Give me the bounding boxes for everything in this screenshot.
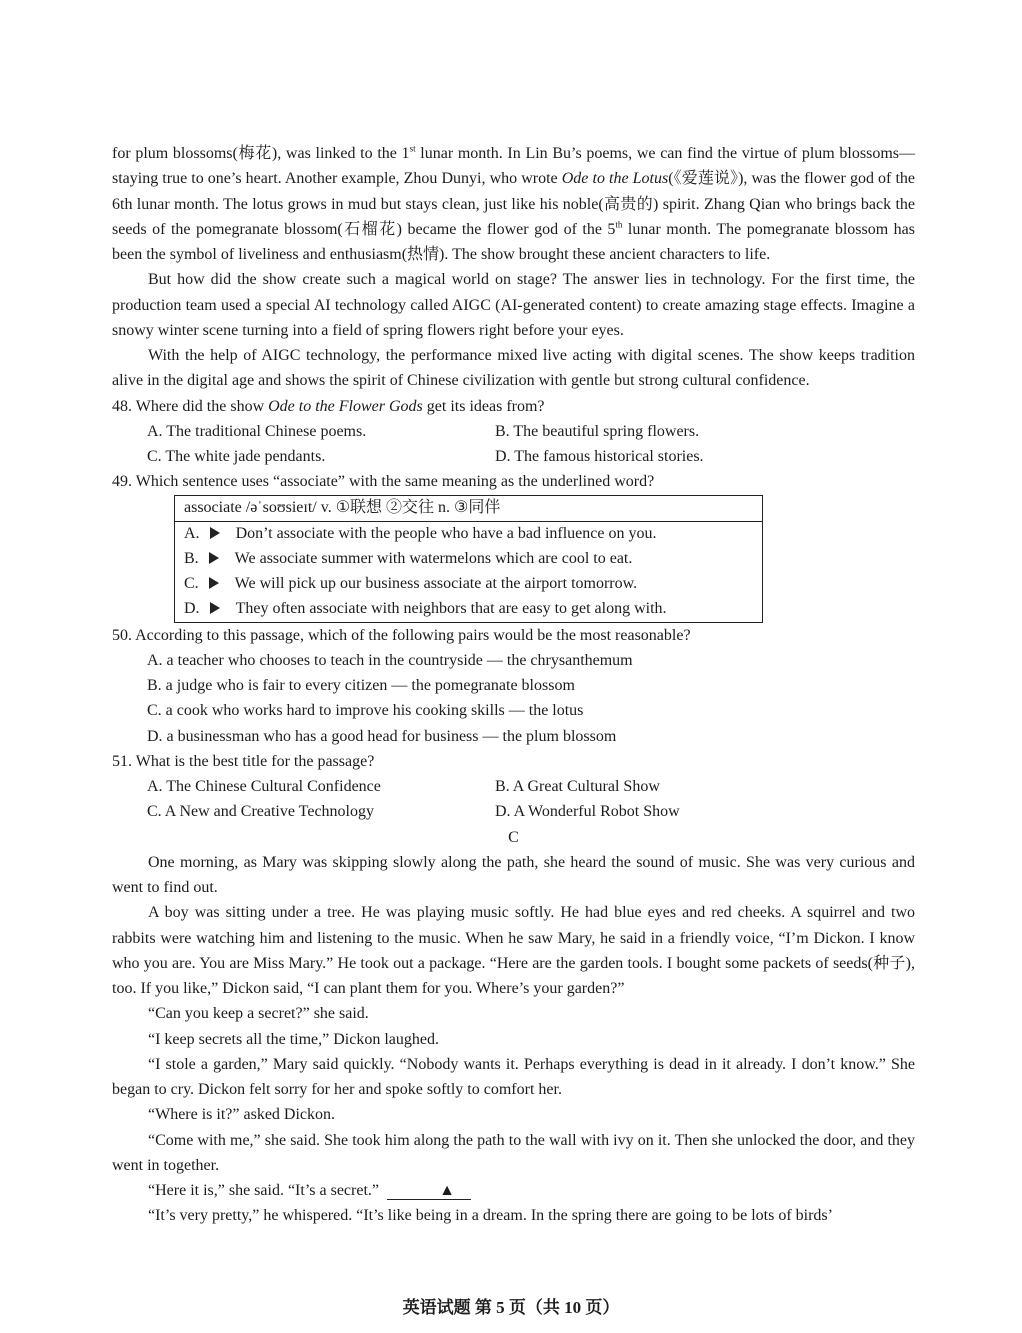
passage-paragraph: “I stole a garden,” Mary said quickly. “Nobody wants it. Perhaps everything is dead in it already. I don’t know.” She began to cry. Dickon felt sorry for her and spoke softly to comfort her. <box>112 1055 915 1098</box>
option-c[interactable] <box>175 572 763 597</box>
answer-blank[interactable]: ▲ <box>387 1183 471 1200</box>
option-text: Don’t associate with the people who have a bad influence on you. <box>235 525 657 542</box>
question-49-stem: 49. Which sentence uses “associate” with the same meaning as the underlined word? <box>112 473 655 491</box>
triangle-right-icon <box>209 552 219 564</box>
passage-paragraph <box>112 141 915 267</box>
option-a[interactable]: A. The traditional Chinese poems. <box>147 422 367 440</box>
passage-paragraph: “Can you keep a secret?” she said. <box>148 1005 369 1023</box>
text: get its ideas from? <box>422 397 545 415</box>
option-b[interactable]: B. The beautiful spring flowers. <box>495 422 700 440</box>
option-letter: D. <box>184 600 200 617</box>
text: for plum blossoms(梅花), was linked to the 1 <box>112 145 410 162</box>
text: “Here it is,” she said. “It’s a secret.” <box>148 1182 380 1199</box>
section-heading: C <box>508 828 519 846</box>
passage-paragraph: One morning, as Mary was skipping slowly along the path, she heard the sound of music. She was very curious and went to find out. <box>112 853 915 896</box>
option-letter: A. <box>184 525 200 542</box>
question-48-stem <box>112 394 915 419</box>
passage-paragraph: “It’s very pretty,” he whispered. “It’s like being in a dream. In the spring there are going to be lots of birds’ <box>148 1207 833 1225</box>
question-51-stem: 51. What is the best title for the passage? <box>112 752 375 770</box>
option-d[interactable]: D. a businessman who has a good head for business — the plum blossom <box>147 727 617 745</box>
text: (《爱莲说》), was the flower god of the 6th lunar month. The lotus grows in mud but stays clean, just like his noble(高贵的) spirit. Zhang Qian who brings back the seeds of the pomegranate blossom(石榴花) became the flower god of the 5 <box>112 170 915 238</box>
option-a[interactable] <box>175 521 763 547</box>
option-letter: B. <box>184 550 199 567</box>
option-c[interactable]: C. A New and Creative Technology <box>147 803 374 821</box>
option-text: We associate summer with watermelons which are cool to eat. <box>234 550 633 567</box>
option-text: They often associate with neighbors that are easy to get along with. <box>235 600 667 617</box>
passage-paragraph: “Where is it?” asked Dickon. <box>148 1106 336 1124</box>
text: lunar month. In Lin Bu’s poems, we can find the virtue of plum blossoms—staying true to one’s heart. Another example, Zhou Dunyi, who wrote <box>112 145 915 188</box>
option-text: We will pick up our business associate at the airport tomorrow. <box>234 575 638 592</box>
superscript: st <box>409 143 416 154</box>
triangle-right-icon <box>209 577 219 589</box>
page-footer: 英语试题 第 5 页（共 10 页） <box>402 1298 620 1317</box>
dictionary-box <box>174 495 763 623</box>
exam-page <box>112 141 915 1229</box>
passage-paragraph: A boy was sitting under a tree. He was playing music softly. He had blue eyes and red cheeks. A squirrel and two rabbits were watching him and listening to the music. When he saw Mary, he said in a friendly voice, “I’m Dickon. I know who you are. You are Miss Mary.” He took out a package. “Here are the garden tools. I bought some packets of seeds(种子), too. If you like,” Dickon said, “I can plant them for you. Where’s your garden?” <box>112 904 915 997</box>
text: 48. Where did the show <box>112 397 269 415</box>
option-d[interactable] <box>175 597 763 623</box>
title-italic: Ode to the Flower Gods <box>268 397 423 415</box>
text: lunar month. The pomegranate blossom has been the symbol of liveliness and enthusiasm(热情). The show brought these ancient characters to life. <box>112 220 915 263</box>
option-c[interactable]: C. The white jade pendants. <box>147 448 326 465</box>
superscript: th <box>615 219 623 230</box>
option-c[interactable]: C. a cook who works hard to improve his cooking skills — the lotus <box>147 702 584 720</box>
passage-paragraph: “I keep secrets all the time,” Dickon laughed. <box>148 1030 439 1048</box>
title-italic: Ode to the Lotus <box>561 170 669 188</box>
option-b[interactable]: B. a judge who is fair to every citizen — the pomegranate blossom <box>147 677 575 694</box>
passage-paragraph <box>112 1178 915 1203</box>
option-b[interactable] <box>175 547 763 572</box>
option-b[interactable]: B. A Great Cultural Show <box>495 778 660 795</box>
dictionary-entry: associate /əˈsoʊsieɪt/ v. ①联想 ②交往 n. ③同伴 <box>175 495 763 521</box>
triangle-right-icon <box>210 602 220 614</box>
option-letter: C. <box>184 575 199 592</box>
option-d[interactable]: D. The famous historical stories. <box>495 448 704 465</box>
option-a[interactable]: A. The Chinese Cultural Confidence <box>147 778 381 795</box>
option-a[interactable]: A. a teacher who chooses to teach in the countryside — the chrysanthemum <box>147 651 633 669</box>
passage-paragraph: “Come with me,” she said. She took him along the path to the wall with ivy on it. Then she unlocked the door, and they went in together. <box>112 1131 915 1174</box>
passage-paragraph: But how did the show create such a magical world on stage? The answer lies in technology. For the first time, the production team used a special AI technology called AIGC (AI-generated content) to create amazing stage effects. Imagine a snowy winter scene turning into a field of spring flowers right before your eyes. <box>112 271 915 339</box>
question-50-stem: 50. According to this passage, which of the following pairs would be the most reasonable? <box>112 626 691 644</box>
passage-paragraph: With the help of AIGC technology, the performance mixed live acting with digital scenes. The show keeps tradition alive in the digital age and shows the spirit of Chinese civilization with gentle but strong cultural confidence. <box>112 347 915 390</box>
option-d[interactable]: D. A Wonderful Robot Show <box>495 803 680 821</box>
triangle-right-icon <box>210 527 220 539</box>
